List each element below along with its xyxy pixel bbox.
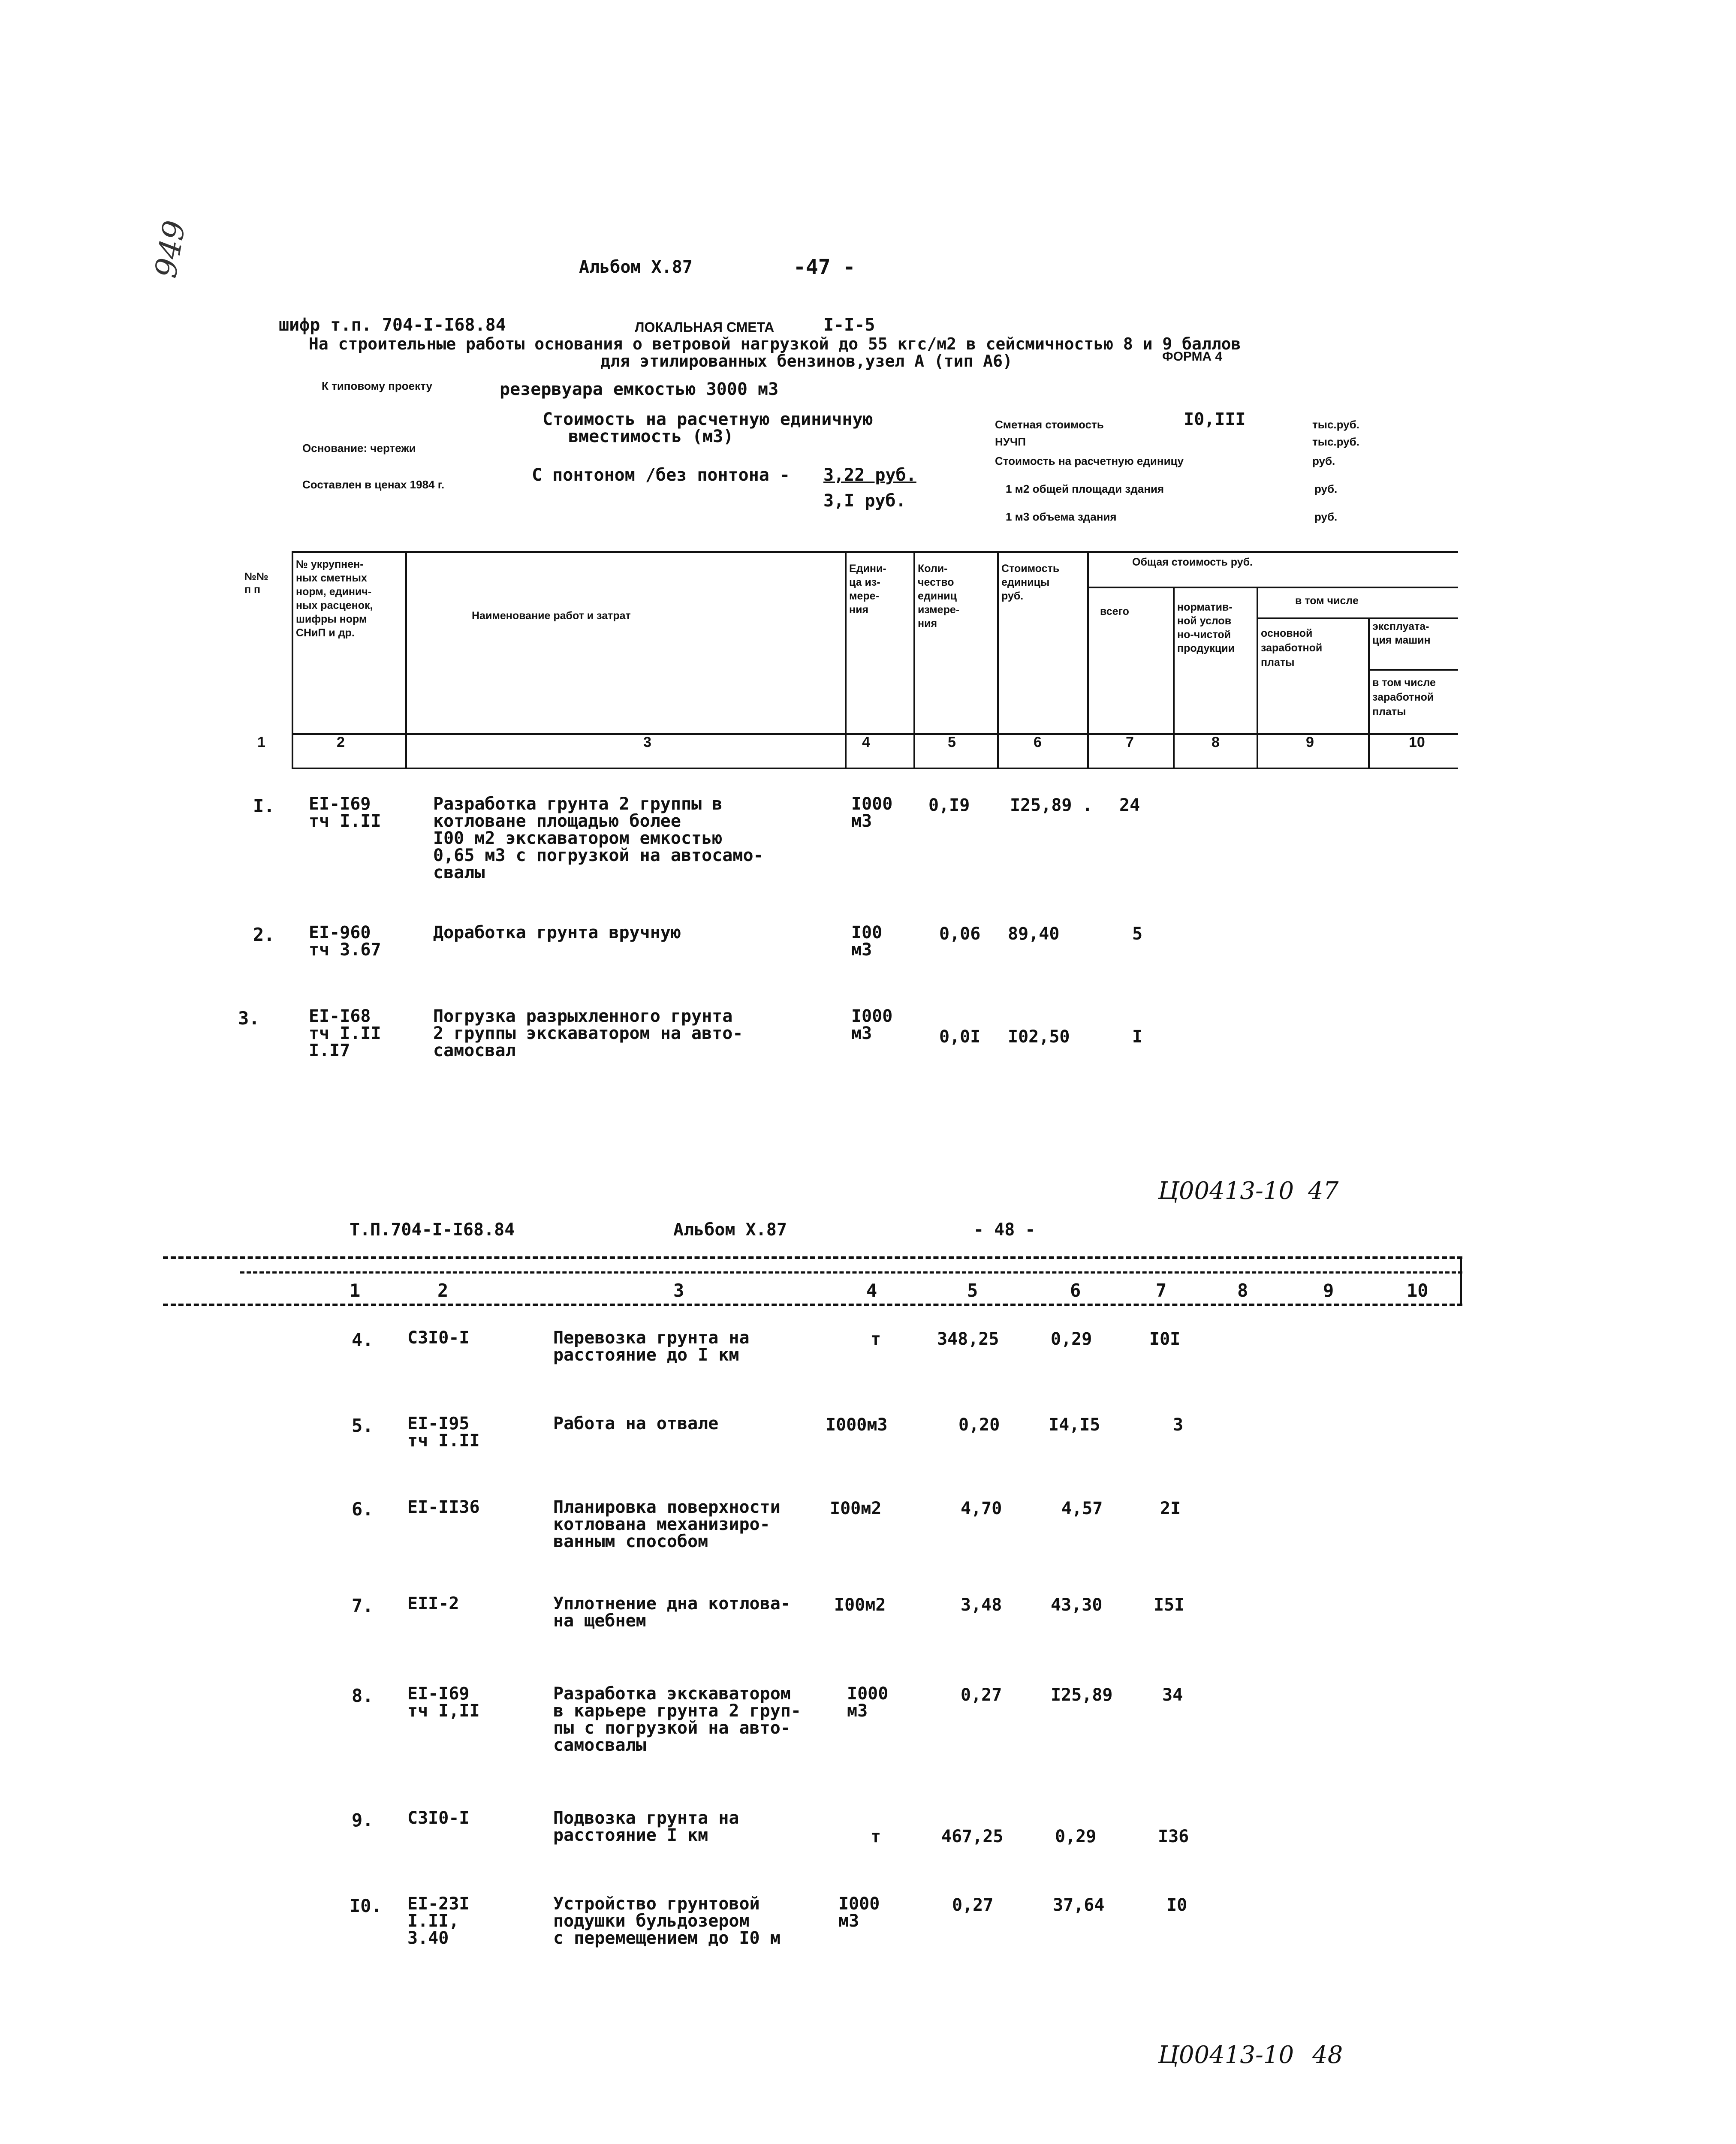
tp-code-2: Т.П.704-I-I68.84 (350, 1220, 515, 1240)
col-header-2: № укрупнен- ных сметных норм, единич- ных расценок, шифры норм СНиП и др. (296, 558, 373, 639)
dashed-rule-mid (240, 1271, 1462, 1274)
page-number-2: - 48 - (973, 1220, 1036, 1240)
total-cost: 24 (1119, 795, 1140, 815)
col-num-p2-5: 5 (967, 1280, 978, 1301)
smeta-cost-label: Сметная стоимость (995, 418, 1104, 431)
work-name: Погрузка разрыхленного грунта 2 группы экскаватором на авто- самосвал (433, 1006, 743, 1060)
unit: I000м3 (826, 1415, 888, 1435)
m2-label: 1 м2 общей площади здания (1006, 482, 1164, 495)
col-num-1: 1 (257, 734, 265, 750)
norm-code: EI-II36 (407, 1497, 480, 1517)
quantity: 0,0I (939, 1027, 981, 1047)
total-cost: I5I (1154, 1595, 1185, 1615)
total-cost: 2I (1160, 1499, 1181, 1518)
unit-price: 89,40 (1008, 924, 1060, 944)
work-name: Разработка грунта 2 группы в котловане площадью более I00 м2 экскаватором емкостью 0,65 м3 с погрузкой на автосамо- свалы (433, 794, 764, 882)
col-num-8: 8 (1212, 734, 1220, 750)
row-number: 8. (352, 1685, 374, 1706)
total-cost: I0 (1166, 1895, 1187, 1915)
reservoir-label: резервуара емкостью 3000 м3 (500, 379, 779, 399)
forma-label: ФОРМА 4 (1162, 349, 1223, 364)
archive-code: Ц00413-10 (1158, 1177, 1294, 1205)
col-header-7: всего (1100, 605, 1129, 617)
col-num-4: 4 (862, 734, 870, 750)
unit: I000 м3 (851, 794, 893, 831)
col-header-5: Коли- чество единиц измере- ния (918, 563, 960, 629)
col-num-p2-2: 2 (437, 1280, 449, 1301)
basis-label: Основание: чертежи (302, 442, 416, 455)
unit-cost-label: Стоимость на расчетную единицу (995, 455, 1184, 467)
quantity: 348,25 (937, 1329, 999, 1349)
row-number: I0. (350, 1895, 382, 1916)
col-header-1: №№ п п (244, 571, 268, 596)
norm-code: EI-I95 тч I.II (407, 1414, 480, 1451)
work-name: Разработка экскаватором в карьере грунта 2 груп- пы с погрузкой на авто- самосвалы (553, 1684, 801, 1755)
dashed-rule-bottom (163, 1304, 1462, 1306)
smeta-number: I-I-5 (823, 315, 875, 335)
row-number: 6. (352, 1499, 374, 1520)
archive-page: 47 (1308, 1177, 1339, 1205)
quantity: 0,20 (958, 1415, 1000, 1435)
row-number: 5. (352, 1415, 374, 1436)
unit: т (871, 1827, 881, 1846)
to-project-label: К типовому проекту (322, 379, 432, 392)
norm-code: EI-23I I.II, 3.40 (407, 1894, 470, 1948)
page-number: -47 - (793, 255, 856, 279)
compiled-label: Составлен в ценах 1984 г. (302, 478, 445, 491)
pontoon-value-2: 3,I руб. (823, 491, 906, 511)
col-num-p2-1: 1 (350, 1280, 361, 1301)
col-num-10: 10 (1409, 734, 1425, 750)
tp-code: шифр т.п. 704-I-I68.84 (279, 315, 506, 335)
col-num-2: 2 (337, 734, 345, 750)
total-cost: I36 (1158, 1827, 1189, 1846)
unit-price: 4,57 (1061, 1499, 1103, 1518)
col-header-10: эксплуата- ция машин (1372, 620, 1431, 646)
quantity: 0,I9 (928, 795, 970, 815)
col-num-6: 6 (1034, 734, 1042, 750)
quantity: 0,27 (961, 1685, 1002, 1705)
quantity: 4,70 (961, 1499, 1002, 1518)
m3-label: 1 м3 объема здания (1006, 510, 1117, 523)
total-cost: 34 (1162, 1685, 1183, 1705)
unit: I00м2 (834, 1595, 886, 1615)
norm-code: EI-I68 тч I.II I.I7 (309, 1006, 381, 1060)
total-cost-header: Общая стоимость руб. (1132, 556, 1253, 568)
work-name: Устройство грунтовой подушки бульдозером с перемещением до I0 м (553, 1894, 781, 1948)
col-num-p2-7: 7 (1156, 1280, 1167, 1301)
work-name: Перевозка грунта на расстояние до I км (553, 1328, 750, 1365)
pontoon-label: С понтоном /без понтона - (532, 465, 790, 485)
unit: I00 м3 (851, 923, 883, 960)
col-header-8: норматив- ной услов но-чистой продукции (1177, 601, 1235, 654)
col-header-6: Стоимость единицы руб. (1001, 563, 1060, 602)
row-number: 9. (352, 1810, 374, 1831)
quantity: 467,25 (941, 1827, 1004, 1846)
norm-code: EI-I69 тч I,II (407, 1684, 480, 1721)
unit-price: I4,I5 (1049, 1415, 1100, 1435)
unit: I00м2 (830, 1499, 882, 1518)
total-cost: I (1132, 1027, 1143, 1047)
col-header-4: Едини- ца из- мере- ния (849, 563, 886, 616)
m2-unit: руб. (1314, 482, 1338, 495)
quantity: 0,06 (939, 924, 981, 944)
smeta-cost-value: I0,III (1184, 410, 1246, 429)
total-cost: I0I (1149, 1329, 1181, 1349)
col-num-p2-4: 4 (866, 1280, 877, 1301)
smeta-title: ЛОКАЛЬНАЯ СМЕТА (635, 319, 775, 335)
album-label-2: Альбом X.87 (673, 1220, 787, 1240)
work-name: Уплотнение дна котлова- на щебнем (553, 1594, 791, 1631)
norm-code: С3I0-I (407, 1808, 470, 1828)
cost-line-1: Стоимость на расчетную единичную (542, 410, 873, 429)
col-num-3: 3 (643, 734, 651, 750)
unit-price: 0,29 (1055, 1827, 1097, 1846)
unit-price: 37,64 (1053, 1895, 1105, 1915)
col-num-p2-8: 8 (1237, 1280, 1248, 1301)
row-number: 7. (352, 1595, 374, 1616)
unit-cost-unit: руб. (1312, 455, 1335, 467)
unit: I000 м3 (847, 1684, 889, 1721)
col-num-5: 5 (948, 734, 956, 750)
m3-unit: руб. (1314, 510, 1338, 523)
total-cost: 5 (1132, 924, 1143, 944)
pontoon-value-1: 3,22 руб. (823, 465, 916, 485)
col-num-p2-3: 3 (673, 1280, 684, 1301)
nuchp-label: НУЧП (995, 435, 1026, 448)
col-header-9: основной заработной платы (1261, 627, 1323, 668)
norm-code: EII-2 (407, 1594, 459, 1614)
row-number: 3. (238, 1008, 260, 1029)
unit: I000 м3 (851, 1006, 893, 1043)
work-description-2: для этилированных бензинов,узел А (тип А6) (600, 352, 1013, 370)
quantity: 0,27 (952, 1895, 994, 1915)
nuchp-unit: тыс.руб. (1312, 435, 1359, 448)
archive-page-2: 48 (1312, 2041, 1343, 2069)
unit: т (871, 1329, 881, 1349)
unit-price: 0,29 (1051, 1329, 1092, 1349)
col-num-p2-9: 9 (1323, 1280, 1334, 1301)
col-header-3: Наименование работ и затрат (472, 610, 631, 622)
unit: I000 м3 (838, 1894, 880, 1931)
col-header-10b: в том числе заработной платы (1372, 677, 1436, 718)
cost-line-2: вместимость (м3) (568, 427, 734, 446)
row-number: 4. (352, 1329, 374, 1350)
norm-code: EI-960 тч 3.67 (309, 923, 381, 960)
col-num-p2-10: 10 (1407, 1280, 1429, 1301)
row-number: 2. (253, 924, 275, 945)
row-number: I. (253, 795, 275, 816)
including-header: в том числе (1295, 595, 1359, 607)
album-label: Альбом X.87 (579, 257, 693, 277)
work-description-1: На строительные работы основания о ветровой нагрузкой до 55 кгс/м2 в сейсмичностью 8 и 9 баллов (309, 334, 1241, 353)
unit-price: I25,89 (1051, 1685, 1113, 1705)
unit-price: I02,50 (1008, 1027, 1070, 1047)
stamp-number: 949 (148, 218, 193, 280)
work-name: Работа на отвале (553, 1414, 719, 1433)
work-name: Доработка грунта вручную (433, 923, 681, 943)
total-cost: 3 (1173, 1415, 1184, 1435)
norm-code: С3I0-I (407, 1328, 470, 1348)
unit-price: I25,89 . (1010, 795, 1093, 815)
col-num-9: 9 (1306, 734, 1314, 750)
col-num-7: 7 (1126, 734, 1134, 750)
dashed-rule-top (163, 1256, 1462, 1259)
quantity: 3,48 (961, 1595, 1002, 1615)
work-name: Планировка поверхности котлована механизиро- ванным способом (553, 1497, 781, 1551)
archive-code-2: Ц00413-10 (1158, 2041, 1294, 2069)
norm-code: EI-I69 тч I.II (309, 794, 381, 831)
smeta-cost-unit: тыс.руб. (1312, 418, 1359, 431)
work-name: Подвозка грунта на расстояние I км (553, 1808, 739, 1845)
unit-price: 43,30 (1051, 1595, 1103, 1615)
col-num-p2-6: 6 (1070, 1280, 1081, 1301)
